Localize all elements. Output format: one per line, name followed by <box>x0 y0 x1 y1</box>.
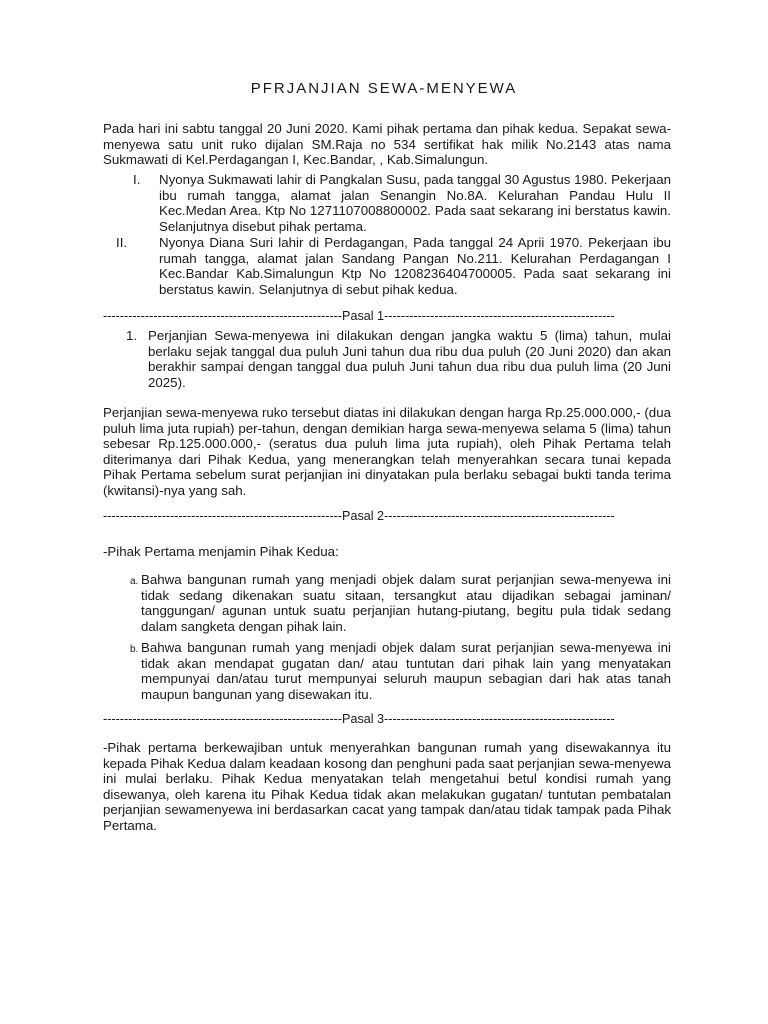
pasal-1-separator: ---------------------------------------------------------Pasal 1------------------------------------------------------- <box>103 309 615 323</box>
party-2-marker: II. <box>116 235 128 250</box>
pasal-2-item-b-text: Bahwa bangunan rumah yang menjadi objek dalam surat perjanjian sewa-menyewa ini tidak akan mendapat gugatan dan/ atau tuntutan dari pihak lain yang menyatakan mempunyai dan/atau turut mempunyai seluruh maupun sebagian dari hak atas tanah maupun bangunan yang disewakan itu. <box>141 640 671 702</box>
pasal-2-separator: ---------------------------------------------------------Pasal 2------------------------------------------------------- <box>103 509 615 523</box>
pasal-1-paragraph: Perjanjian sewa-menyewa ruko tersebut diatas ini dilakukan dengan harga Rp.25.000.000,- (dua puluh lima juta rupiah) per-tahun, dengan demikian harga sewa-menyewa selama 5 (lima) tahun sebesar Rp.125.000.000,- (seratus dua puluh lima juta rupiah), oleh Pihak Pertama telah diterimanya dari Pihak Kedua, yang menerangkan telah menyerahkan secara tunai kepada Pihak Pertama sebelum surat perjanjian ini dinyatakan pula berlaku sebagai bukti tanda terima (kwitansi)-nya yang sah. <box>103 405 671 498</box>
party-1-text: Nyonya Sukmawati lahir di Pangkalan Susu, pada tanggal 30 Agustus 1980. Pekerjaan ibu rumah tangga, alamat jalan Senangin No.8A. Kelurahan Pandau Hulu II Kec.Medan Area. Ktp No 1271107008800002. Pada saat sekarang ini berstatus kawin. Selanjutnya disebut pihak pertama. <box>159 172 671 234</box>
party-1-marker: I. <box>133 172 141 187</box>
pasal-2-item-a-text: Bahwa bangunan rumah yang menjadi objek dalam surat perjanjian sewa-menyewa ini tidak sedang dikenakan suatu sitaan, tersangkut atau dijadikan sebagai jaminan/ tanggungan/ agunan untuk suatu perjanjian hutang-piutang, begitu pula tidak sedang dalam sangketa dengan pihak lain. <box>141 572 671 634</box>
pasal-3-paragraph: -Pihak pertama berkewajiban untuk menyerahkan bangunan rumah yang disewakannya itu kepada Pihak Kedua dalam keadaan kosong dan penghuni pada saat perjanjian sewa-menyewa ini mulai berlaku. Pihak Kedua menyatakan telah mengetahui betul kondisi rumah yang disewanya, oleh karena itu Pihak Kedua tidak akan melakukan gugatan/ tuntutan pembatalan perjanjian sewamenyewa ini berdasarkan cacat yang tampak dan/atau tidak tampak pada Pihak Pertama. <box>103 740 671 833</box>
party-2-text: Nyonya Diana Suri lahir di Perdagangan, Pada tanggal 24 Aprii 1970. Pekerjaan ibu rumah tangga, alamat jalan Sandang Pangan No.211. Kelurahan Perdagangan I Kec.Bandar Kab.Simalungun Ktp No 1208236404700005. Pada saat sekarang ini berstatus kawin. Selanjutnya di sebut pihak kedua. <box>159 235 671 297</box>
pasal-2-item-b-marker: b. <box>130 644 139 655</box>
intro-paragraph: Pada hari ini sabtu tanggal 20 Juni 2020. Kami pihak pertama dan pihak kedua. Sepakat sewa-menyewa satu unit ruko dijalan SM.Raja no 534 sertifikat hak milik No.2143 atas nama Sukmawati di Kel.Perdagangan I, Kec.Bandar, , Kab.Simalungun. <box>103 121 671 167</box>
pasal-1-item-text: Perjanjian Sewa-menyewa ini dilakukan dengan jangka waktu 5 (lima) tahun, mulai berlaku sejak tanggal dua puluh Juni tahun dua ribu dua puluh (20 Juni 2020) dan akan berakhir sampai dengan tanggal dua puluh Juni tahun dua ribu dua puluh lima (20 Juni 2025). <box>148 328 671 390</box>
pasal-3-separator: ---------------------------------------------------------Pasal 3------------------------------------------------------- <box>103 712 615 726</box>
document-title: PFRJANJIAN SEWA-MENYEWA <box>250 80 518 97</box>
pasal-2-item-a-marker: a. <box>130 576 139 587</box>
pasal-2-lead: -Pihak Pertama menjamin Pihak Kedua: <box>103 544 339 559</box>
pasal-1-item-marker: 1. <box>126 328 138 343</box>
